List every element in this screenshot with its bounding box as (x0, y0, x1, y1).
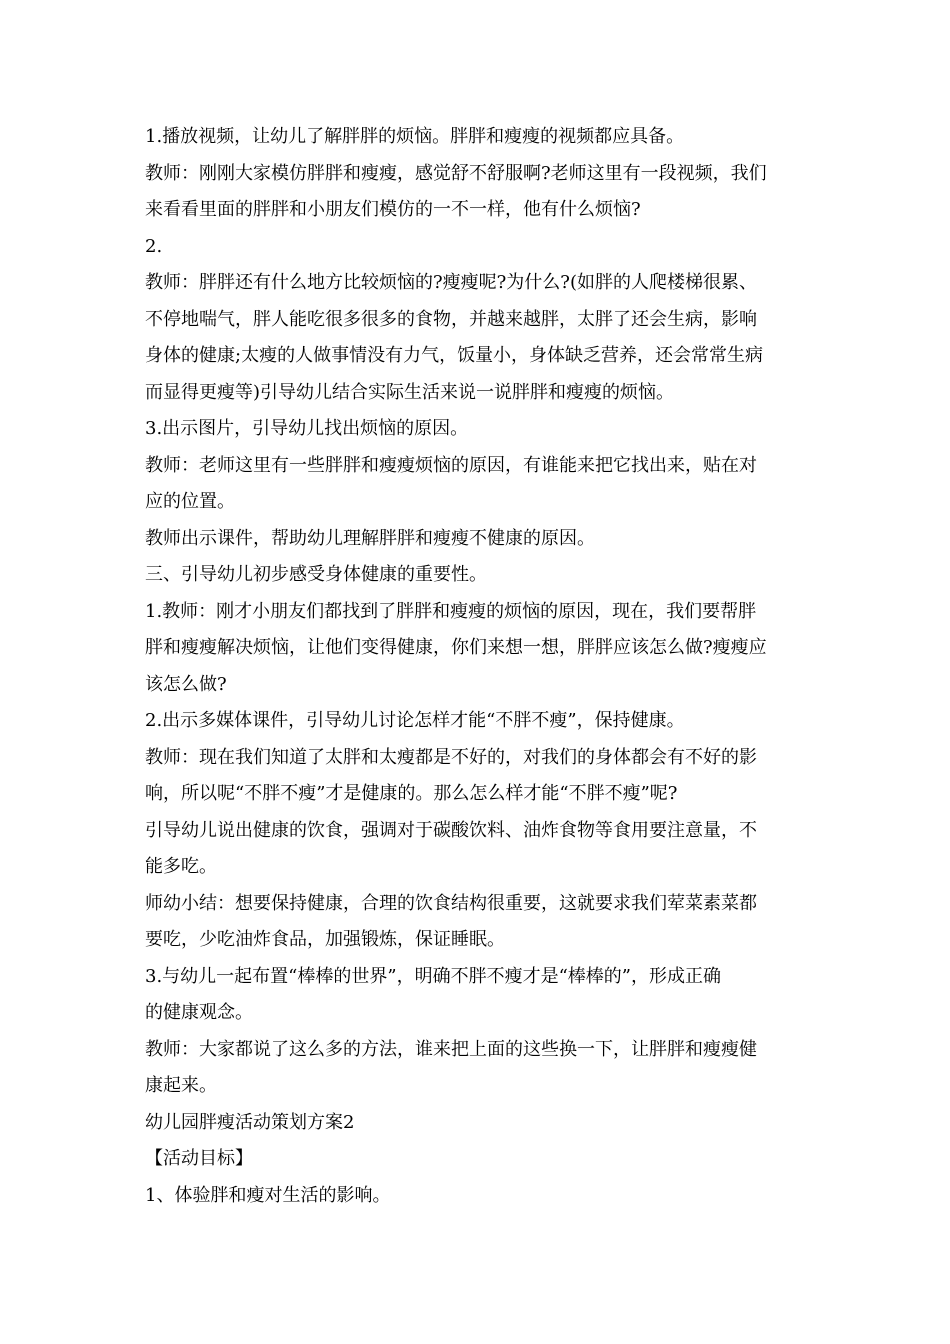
section-heading: 三、引导幼儿初步感受身体健康的重要性。 (145, 564, 487, 585)
document-body (145, 119, 810, 1214)
text-line: 能多吃。 (145, 856, 217, 877)
text-line: 而显得更瘦等)引导幼儿结合实际生活来说一说胖胖和瘦瘦的烦恼。 (145, 381, 675, 403)
text-line: 不停地喘气，胖人能吃很多很多的食物，并越来越胖，太胖了还会生病，影响 (145, 308, 757, 330)
text-line: 1.教师：刚才小朋友们都找到了胖胖和瘦瘦的烦恼的原因，现在，我们要帮胖 (145, 600, 757, 622)
text-line: 来看看里面的胖胖和小朋友们模仿的一不一样，他有什么烦恼? (145, 199, 641, 220)
text-line: 教师出示课件，帮助幼儿理解胖胖和瘦瘦不健康的原因。 (145, 527, 595, 549)
text-line: 3.与幼儿一起布置“棒棒的世界”，明确不胖不瘦才是“棒棒的”，形成正确 (145, 965, 721, 987)
plan-title: 幼儿园胖瘦活动策划方案2 (145, 1111, 355, 1133)
text-line: 1.播放视频，让幼儿了解胖胖的烦恼。胖胖和瘦瘦的视频都应具备。 (145, 126, 685, 147)
text-line: 身体的健康;太瘦的人做事情没有力气，饭量小，身体缺乏营养，还会常常生病 (145, 345, 764, 366)
text-line: 教师：老师这里有一些胖胖和瘦瘦烦恼的原因，有谁能来把它找出来，贴在对 (145, 454, 757, 476)
text-line: 要吃，少吃油炸食品，加强锻炼，保证睡眠。 (145, 929, 505, 950)
text-line: 应的位置。 (145, 491, 235, 512)
text-line: 引导幼儿说出健康的饮食，强调对于碳酸饮料、油炸食物等食用要注意量，不 (145, 819, 757, 841)
text-line: 该怎么做? (145, 673, 227, 695)
text-line: 教师：胖胖还有什么地方比较烦恼的?瘦瘦呢?为什么?(如胖的人爬楼梯很累、 (145, 272, 757, 293)
text-line: 胖和瘦瘦解决烦恼，让他们变得健康，你们来想一想，胖胖应该怎么做?瘦瘦应 (145, 637, 767, 658)
text-line: 教师：大家都说了这么多的方法，谁来把上面的这些换一下，让胖胖和瘦瘦健 (145, 1038, 757, 1060)
text-line: 2. (145, 235, 163, 257)
text-line: 响，所以呢“不胖不瘦”才是健康的。那么怎么样才能“不胖不瘦”呢? (145, 783, 678, 804)
text-line: 教师：刚刚大家模仿胖胖和瘦瘦，感觉舒不舒服啊?老师这里有一段视频，我们 (145, 162, 767, 184)
section-heading: 【活动目标】 (145, 1148, 253, 1169)
text-line: 3.出示图片，引导幼儿找出烦恼的原因。 (145, 418, 469, 439)
text-line: 教师：现在我们知道了太胖和太瘦都是不好的，对我们的身体都会有不好的影 (145, 746, 757, 768)
text-line: 2.出示多媒体课件，引导幼儿讨论怎样才能“不胖不瘦”，保持健康。 (145, 710, 685, 731)
text-line: 康起来。 (145, 1075, 217, 1096)
text-line: 师幼小结：想要保持健康，合理的饮食结构很重要，这就要求我们荤菜素菜都 (145, 892, 757, 914)
text-line: 1、体验胖和瘦对生活的影响。 (145, 1184, 391, 1206)
text-line: 的健康观念。 (145, 1002, 253, 1023)
